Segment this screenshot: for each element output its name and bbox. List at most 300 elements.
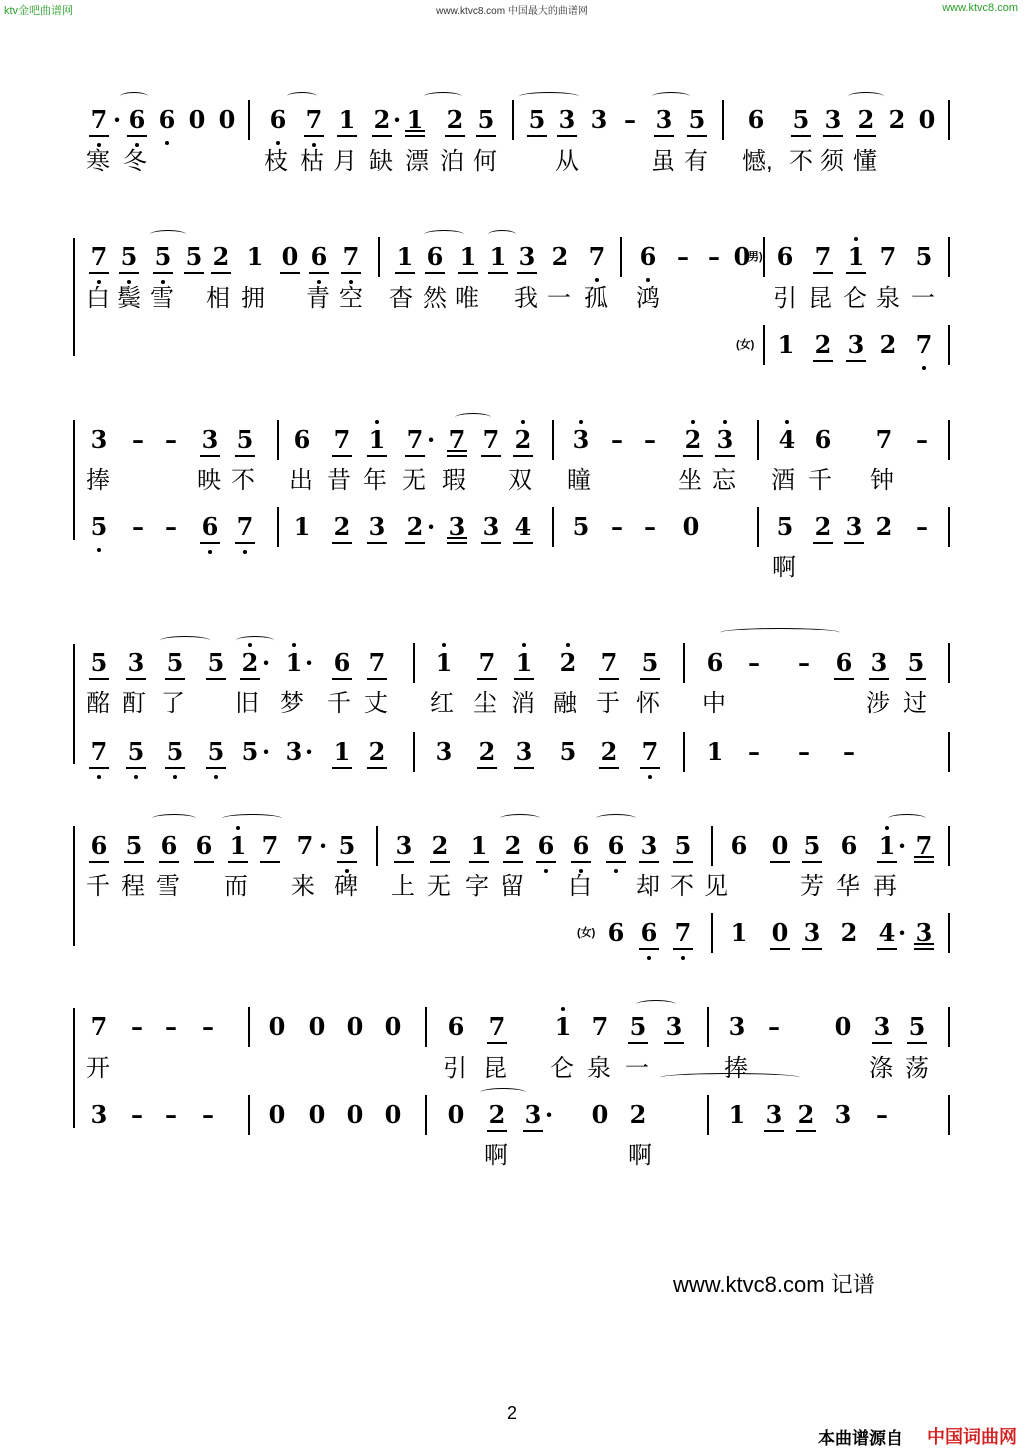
slur-mark bbox=[488, 230, 516, 239]
note: 7 bbox=[366, 648, 388, 678]
note: 1 bbox=[730, 918, 748, 947]
lyric-char: 引 bbox=[773, 285, 797, 312]
lyric-char: 双 bbox=[508, 467, 532, 494]
note: 2 bbox=[629, 1100, 647, 1129]
dash-mark: – bbox=[624, 105, 636, 134]
lyric-char: 芳 bbox=[800, 873, 824, 900]
lyric-char: 懂 bbox=[853, 148, 877, 175]
note: 3 bbox=[90, 1100, 108, 1129]
note: 2 bbox=[486, 1100, 508, 1130]
note: 2 bbox=[210, 242, 232, 272]
note: 0 bbox=[308, 1100, 326, 1129]
note: 3 bbox=[90, 425, 108, 454]
note: 3 bbox=[522, 1100, 544, 1130]
lyric-row-2 bbox=[0, 1141, 1024, 1171]
note: 2 bbox=[855, 105, 877, 135]
barline bbox=[722, 100, 724, 140]
lyric-char: 一 bbox=[911, 285, 935, 312]
note: 6 bbox=[638, 918, 660, 948]
lyric-char: 鬓 bbox=[117, 285, 141, 312]
lyric-char: 于 bbox=[596, 690, 620, 717]
dash-mark: – bbox=[798, 737, 810, 766]
note: 7 bbox=[639, 737, 661, 767]
lyric-char: 捧 bbox=[724, 1055, 748, 1082]
barline bbox=[707, 1007, 709, 1047]
note: 7 bbox=[340, 242, 362, 272]
note: 5 bbox=[164, 648, 186, 678]
dot-mark: · bbox=[897, 918, 907, 947]
note: 6 bbox=[730, 831, 748, 860]
barline bbox=[413, 643, 415, 683]
note: 7 bbox=[913, 831, 935, 861]
lyric-char: 见 bbox=[704, 873, 728, 900]
note: 5 bbox=[234, 425, 256, 455]
lyric-char: 泉 bbox=[876, 285, 900, 312]
barline bbox=[683, 732, 685, 772]
lyric-char: 年 bbox=[363, 467, 387, 494]
lyric-char: 千 bbox=[808, 467, 832, 494]
dash-mark: – bbox=[611, 425, 623, 454]
note: 3 bbox=[556, 105, 578, 135]
note: 3 bbox=[570, 425, 592, 455]
note: 2 bbox=[366, 737, 388, 767]
lyric-char: 我 bbox=[514, 285, 538, 312]
note: 0 bbox=[918, 105, 936, 134]
note: 7 bbox=[486, 1012, 508, 1042]
note: 4 bbox=[776, 425, 798, 455]
lyric-char: 来 bbox=[291, 873, 315, 900]
note: 0 bbox=[769, 831, 791, 861]
note: 2 bbox=[812, 512, 834, 542]
note: 1 bbox=[552, 1012, 574, 1042]
slur-mark bbox=[160, 636, 210, 645]
lyric-char: 枯 bbox=[300, 148, 324, 175]
note: 7 bbox=[404, 425, 426, 455]
lyric-char: 仑 bbox=[550, 1055, 574, 1082]
note: 3 bbox=[366, 512, 388, 542]
lyric-char: 雪 bbox=[150, 285, 174, 312]
barline bbox=[948, 913, 950, 953]
note: 3 bbox=[714, 425, 736, 455]
note: 3 bbox=[913, 918, 935, 948]
note: 0 bbox=[733, 242, 751, 271]
note: 6 bbox=[570, 831, 592, 861]
note: 6 bbox=[308, 242, 330, 272]
dash-mark: – bbox=[132, 425, 144, 454]
dash-mark: – bbox=[644, 512, 656, 541]
note: 5 bbox=[526, 105, 548, 135]
lyric-char: 过 bbox=[903, 690, 927, 717]
lyric-char: 从 bbox=[555, 148, 579, 175]
lyric-char: 字 bbox=[465, 873, 489, 900]
note: 3 bbox=[638, 831, 660, 861]
note: 3 bbox=[843, 512, 865, 542]
header-site-center: www.ktvc8.com 中国最大的曲谱网 bbox=[436, 6, 588, 17]
note: 1 bbox=[283, 648, 305, 678]
lyric-char: 何 bbox=[473, 148, 497, 175]
note: 5 bbox=[183, 242, 205, 272]
note: 6 bbox=[267, 105, 289, 135]
slur-mark bbox=[519, 92, 579, 101]
note: 5 bbox=[672, 831, 694, 861]
note: 0 bbox=[308, 1012, 326, 1041]
note: 5 bbox=[686, 105, 708, 135]
lyric-char: 上 bbox=[391, 873, 415, 900]
lyric-char: 钟 bbox=[870, 467, 894, 494]
note: 6 bbox=[88, 831, 110, 861]
lyric-char: 一 bbox=[625, 1055, 649, 1082]
note: 5 bbox=[801, 831, 823, 861]
dash-mark: – bbox=[748, 648, 760, 677]
note: 6 bbox=[607, 918, 625, 947]
slur-mark bbox=[500, 814, 540, 823]
barline bbox=[948, 826, 950, 866]
dot-mark: · bbox=[426, 425, 436, 454]
dash-mark: – bbox=[644, 425, 656, 454]
dash-mark: – bbox=[611, 512, 623, 541]
note: 0 bbox=[346, 1012, 364, 1041]
lyric-char: 梦 bbox=[280, 690, 304, 717]
note: 3 bbox=[590, 105, 608, 134]
slur-mark bbox=[596, 814, 636, 823]
note: 6 bbox=[747, 105, 765, 134]
staff-row bbox=[0, 1012, 1024, 1042]
staff-row bbox=[0, 737, 1024, 767]
note: 1 bbox=[845, 242, 867, 272]
barline bbox=[711, 913, 713, 953]
lyric-row bbox=[0, 466, 1024, 496]
lyric-char: 杳 bbox=[389, 285, 413, 312]
barline bbox=[711, 826, 713, 866]
dot-mark: · bbox=[897, 831, 907, 860]
barline bbox=[512, 100, 514, 140]
note: 7 bbox=[90, 1012, 108, 1041]
staff-row bbox=[0, 425, 1024, 455]
note: 3 bbox=[871, 1012, 893, 1042]
lyric-char: 然 bbox=[423, 285, 447, 312]
note: 2 bbox=[444, 105, 466, 135]
note: 5 bbox=[776, 512, 794, 541]
source-label: 本曲谱源自 bbox=[818, 1429, 903, 1448]
dash-mark: – bbox=[131, 1100, 143, 1129]
note: 5 bbox=[205, 737, 227, 767]
lyric-row bbox=[0, 872, 1024, 902]
note: 7 bbox=[88, 242, 110, 272]
lyric-char: 青 bbox=[306, 285, 330, 312]
note: 7 bbox=[598, 648, 620, 678]
lyric-char: 漂 bbox=[405, 148, 429, 175]
barline bbox=[248, 1007, 250, 1047]
staff-row bbox=[0, 831, 1024, 861]
lyric-char: 碑 bbox=[334, 873, 358, 900]
dash-mark: – bbox=[165, 512, 177, 541]
dot-mark: · bbox=[392, 105, 402, 134]
barline bbox=[763, 237, 765, 277]
lyric-char: 尘 bbox=[473, 690, 497, 717]
lyric-char: 拥 bbox=[241, 285, 265, 312]
note: 5 bbox=[241, 737, 259, 766]
header-site-right: www.ktvc8.com bbox=[942, 2, 1018, 14]
note: 5 bbox=[905, 648, 927, 678]
note: 3 bbox=[868, 648, 890, 678]
lyric-char: 昔 bbox=[327, 467, 351, 494]
staff-row bbox=[0, 242, 1024, 272]
lyric-char: 啊 bbox=[484, 1142, 508, 1169]
dash-mark: – bbox=[843, 737, 855, 766]
dash-mark: – bbox=[165, 425, 177, 454]
note: 5 bbox=[572, 512, 590, 541]
note: 2 bbox=[875, 512, 893, 541]
lyric-char: 涤 bbox=[869, 1055, 893, 1082]
barline bbox=[707, 1095, 709, 1135]
note: 1 bbox=[876, 831, 898, 861]
note: 2 bbox=[682, 425, 704, 455]
note: 7 bbox=[88, 105, 110, 135]
note: 6 bbox=[706, 648, 724, 677]
note: 1 bbox=[331, 737, 353, 767]
lyric-char: 中 bbox=[702, 690, 726, 717]
note: 3 bbox=[513, 737, 535, 767]
barline bbox=[248, 100, 250, 140]
note: 3 bbox=[663, 1012, 685, 1042]
lyric-char: 雪 bbox=[156, 873, 180, 900]
note: 1 bbox=[394, 242, 416, 272]
note: 4 bbox=[512, 512, 534, 542]
note: 1 bbox=[457, 242, 479, 272]
barline bbox=[413, 732, 415, 772]
dash-mark: – bbox=[748, 737, 760, 766]
lyric-row bbox=[0, 689, 1024, 719]
lyric-char: 千 bbox=[327, 690, 351, 717]
lyric-char: 冬 bbox=[123, 148, 147, 175]
note: 6 bbox=[126, 105, 148, 135]
lyric-char: 昆 bbox=[483, 1055, 507, 1082]
dot-mark: · bbox=[304, 648, 314, 677]
voice-label: 男) bbox=[748, 251, 763, 263]
dot-mark: · bbox=[318, 831, 328, 860]
note: 2 bbox=[512, 425, 534, 455]
note: 0 bbox=[268, 1100, 286, 1129]
lyric-char: 旧 bbox=[235, 690, 259, 717]
note: 1 bbox=[487, 242, 509, 272]
note: 2 bbox=[404, 512, 426, 542]
note: 1 bbox=[227, 831, 249, 861]
note: 2 bbox=[557, 648, 579, 678]
lyric-char: 啊 bbox=[628, 1142, 652, 1169]
lyric-char: 再 bbox=[873, 873, 897, 900]
lyric-char: 缺 bbox=[369, 148, 393, 175]
note: 1 bbox=[706, 737, 724, 766]
note: 2 bbox=[476, 737, 498, 767]
slur-mark bbox=[636, 1000, 676, 1009]
lyric-char: 消 bbox=[511, 690, 535, 717]
note: 6 bbox=[447, 1012, 465, 1041]
lyric-char: 瞳 bbox=[567, 467, 591, 494]
dot-mark: · bbox=[426, 512, 436, 541]
lyric-row bbox=[0, 147, 1024, 177]
barline bbox=[948, 732, 950, 772]
lyric-char: 引 bbox=[443, 1055, 467, 1082]
note: 3 bbox=[446, 512, 468, 542]
dot-mark: · bbox=[112, 105, 122, 134]
lyric-char: 华 bbox=[836, 873, 860, 900]
note: 3 bbox=[480, 512, 502, 542]
barline bbox=[620, 237, 622, 277]
dash-mark: – bbox=[916, 512, 928, 541]
note: 6 bbox=[331, 648, 353, 678]
lyric-char: 昆 bbox=[808, 285, 832, 312]
barline bbox=[948, 100, 950, 140]
barline bbox=[552, 507, 554, 547]
note: 2 bbox=[429, 831, 451, 861]
staff-row bbox=[0, 648, 1024, 678]
lyric-char: 荡 bbox=[905, 1055, 929, 1082]
note: 6 bbox=[605, 831, 627, 861]
note: 6 bbox=[158, 831, 180, 861]
lyric-char: 白 bbox=[86, 285, 110, 312]
note: 1 bbox=[246, 242, 264, 271]
note: 2 bbox=[888, 105, 906, 134]
note: 6 bbox=[776, 242, 794, 271]
note: 5 bbox=[123, 831, 145, 861]
dot-mark: · bbox=[261, 737, 271, 766]
lyric-char: 泉 bbox=[587, 1055, 611, 1082]
note: 0 bbox=[682, 512, 700, 541]
lyric-char: 红 bbox=[430, 690, 454, 717]
barline bbox=[948, 237, 950, 277]
slur-mark bbox=[480, 1088, 526, 1097]
barline bbox=[763, 325, 765, 365]
lyric-char: 却 bbox=[636, 873, 660, 900]
lyric-char: 涉 bbox=[866, 690, 890, 717]
note: 2 bbox=[840, 918, 858, 947]
note: 2 bbox=[239, 648, 261, 678]
slur-mark bbox=[888, 814, 926, 823]
lyric-char: 虽 bbox=[651, 148, 675, 175]
lyric-char: 仑 bbox=[843, 285, 867, 312]
dot-mark: · bbox=[544, 1100, 554, 1129]
note: 1 bbox=[433, 648, 455, 678]
lyric-char: 丈 bbox=[364, 690, 388, 717]
note: 5 bbox=[336, 831, 358, 861]
slur-mark bbox=[120, 92, 148, 101]
note: 6 bbox=[814, 425, 832, 454]
note: 7 bbox=[296, 831, 314, 860]
lyric-char: 啊 bbox=[772, 554, 796, 581]
slur-mark bbox=[424, 92, 462, 101]
note: 5 bbox=[475, 105, 497, 135]
staff-row bbox=[0, 918, 1024, 948]
note: 3 bbox=[845, 330, 867, 360]
note: 5 bbox=[88, 512, 110, 542]
barline bbox=[757, 420, 759, 460]
note: 5 bbox=[790, 105, 812, 135]
lyric-char: 孤 bbox=[584, 285, 608, 312]
barline bbox=[948, 1007, 950, 1047]
dash-mark: – bbox=[165, 1100, 177, 1129]
note: 3 bbox=[393, 831, 415, 861]
slur-mark bbox=[720, 628, 840, 637]
note: 2 bbox=[371, 105, 393, 135]
barline bbox=[948, 643, 950, 683]
note: 3 bbox=[199, 425, 221, 455]
lyric-char: 了 bbox=[161, 690, 185, 717]
note: 7 bbox=[331, 425, 353, 455]
note: 7 bbox=[586, 242, 608, 272]
dash-mark: – bbox=[132, 512, 144, 541]
note: 6 bbox=[293, 425, 311, 454]
dash-mark: – bbox=[165, 1012, 177, 1041]
dot-mark: · bbox=[261, 648, 271, 677]
note: 5 bbox=[152, 242, 174, 272]
note: 7 bbox=[672, 918, 694, 948]
note: 3 bbox=[653, 105, 675, 135]
note: 1 bbox=[777, 330, 795, 359]
barline bbox=[378, 237, 380, 277]
lyric-char: 千 bbox=[86, 873, 110, 900]
lyric-row-2 bbox=[0, 553, 1024, 583]
note: 6 bbox=[199, 512, 221, 542]
lyric-row bbox=[0, 284, 1024, 314]
note: 1 bbox=[366, 425, 388, 455]
barline bbox=[425, 1095, 427, 1135]
lyric-char: 坐 bbox=[678, 467, 702, 494]
page-number: 2 bbox=[506, 1403, 517, 1423]
dash-mark: – bbox=[708, 242, 720, 271]
note: 5 bbox=[164, 737, 186, 767]
barline bbox=[248, 1095, 250, 1135]
note: 7 bbox=[812, 242, 834, 272]
lyric-char: 不 bbox=[789, 148, 813, 175]
source-site: 中国词曲网 bbox=[927, 1427, 1017, 1447]
header-site-left: ktv金吧曲谱网 bbox=[4, 5, 74, 17]
note: 5 bbox=[639, 648, 661, 678]
note: 6 bbox=[833, 648, 855, 678]
lyric-char: 瑕 bbox=[442, 467, 466, 494]
note: 6 bbox=[535, 831, 557, 861]
lyric-char: 泊 bbox=[440, 148, 464, 175]
note: 3 bbox=[516, 242, 538, 272]
dash-mark: – bbox=[768, 1012, 780, 1041]
lyric-char: 酩 bbox=[86, 690, 110, 717]
note: 7 bbox=[234, 512, 256, 542]
lyric-char: 憾, bbox=[742, 148, 773, 175]
note: 0 bbox=[834, 1012, 852, 1041]
note: 6 bbox=[840, 831, 858, 860]
note: 0 bbox=[218, 105, 236, 134]
lyric-char: 白 bbox=[568, 873, 592, 900]
lyric-char: 映 bbox=[197, 467, 221, 494]
lyric-char: 枝 bbox=[264, 148, 288, 175]
note: 3 bbox=[125, 648, 147, 678]
lyric-char: 不 bbox=[231, 467, 255, 494]
barline bbox=[948, 420, 950, 460]
lyric-char: 空 bbox=[339, 285, 363, 312]
lyric-char: 忘 bbox=[712, 467, 736, 494]
note: 2 bbox=[598, 737, 620, 767]
dash-mark: – bbox=[677, 242, 689, 271]
lyric-char: 鸿 bbox=[636, 285, 660, 312]
note: 7 bbox=[875, 425, 893, 454]
note: 5 bbox=[559, 737, 577, 766]
lyric-char: 出 bbox=[289, 467, 313, 494]
note: 0 bbox=[279, 242, 301, 272]
note: 5 bbox=[118, 242, 140, 272]
note: 7 bbox=[913, 330, 935, 360]
slur-mark bbox=[424, 230, 464, 239]
note: 0 bbox=[769, 918, 791, 948]
barline bbox=[948, 325, 950, 365]
